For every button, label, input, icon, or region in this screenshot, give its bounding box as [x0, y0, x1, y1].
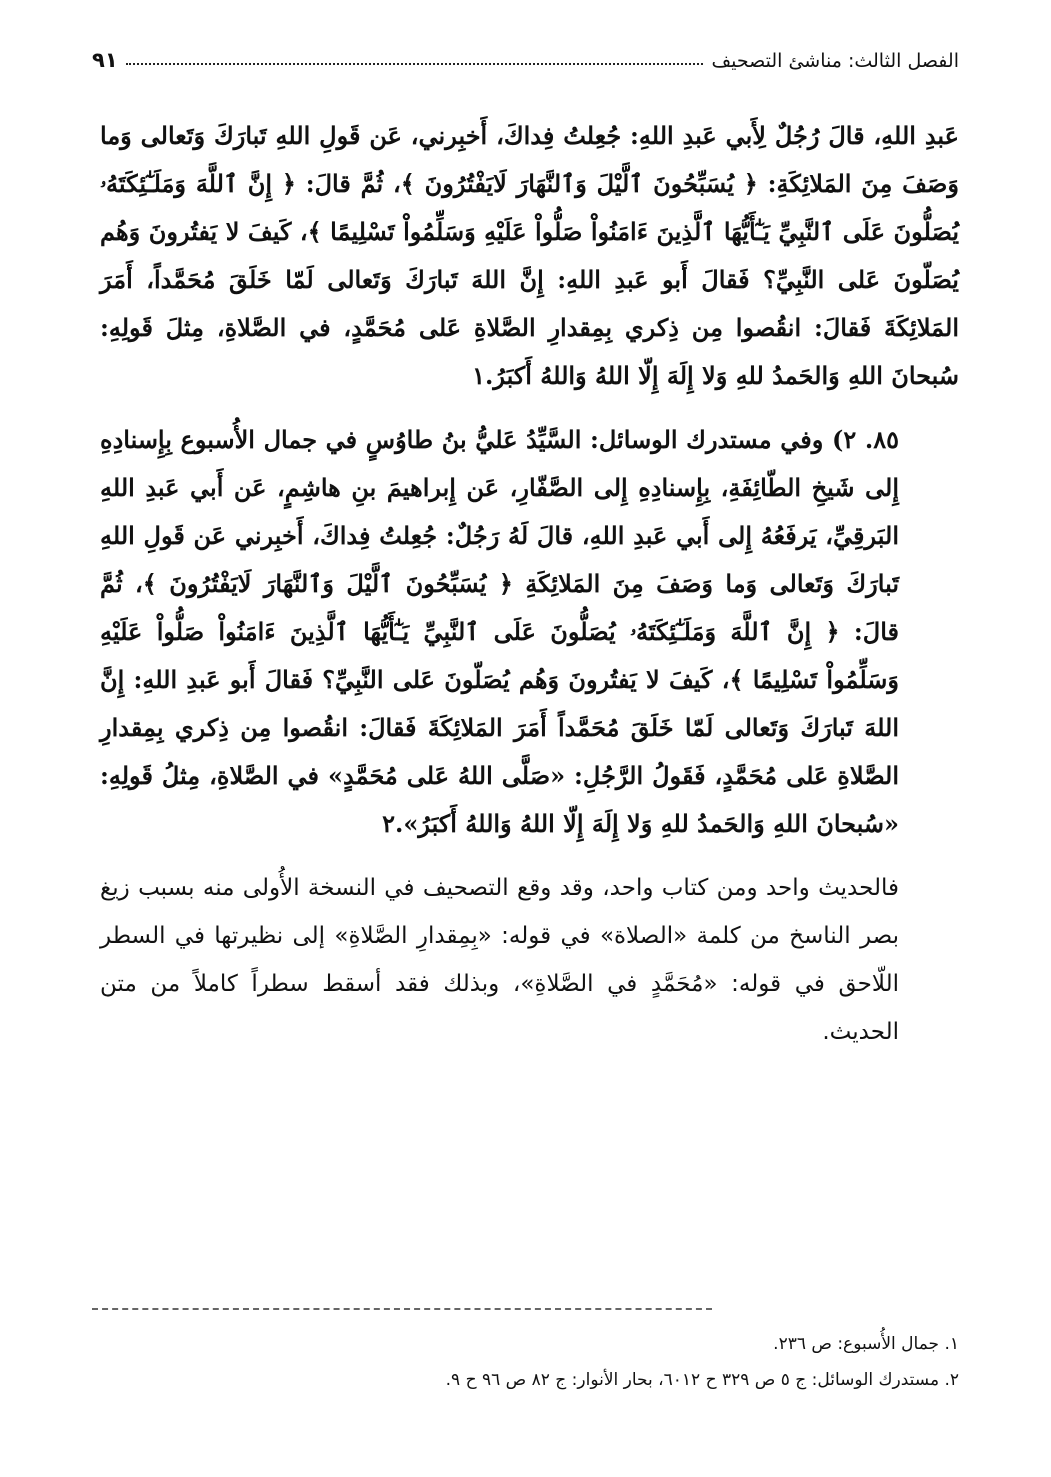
hadith-paragraph-85: ٨٥. ٢) وفي مستدرك الوسائل: السَّيِّدُ عَليُّ بنُ طاوُسٍ في جمال الأُسبوع بِإِسنادِهِ إِلى شَيخِ الطّائِفَةِ، بِإِسنادِهِ إِلى الصَّفّارِ، عَن إِبراهيمَ بنِ هاشِمٍ، عَن أَبي عَبدِ اللهِ البَرقِيِّ، يَرفَعُهُ إِلى أَبي عَبدِ اللهِ، قالَ لَهُ رَجُلٌ: جُعِلتُ فِداكَ، أَخبِرني عَن قَولِ اللهِ تَبارَكَ وَتَعالى وَما وَصَفَ مِنَ المَلائِكَةِ ﴿ يُسَبِّحُونَ ٱلَّيْلَ وَٱلنَّهَارَ لَايَفْتُرُونَ ﴾، ثُمَّ قالَ: ﴿ إِنَّ ٱللَّهَ وَمَلَـٰٓئِكَتَهُۥ يُصَلُّونَ عَلَى ٱلنَّبِيِّ يَـٰٓأَيُّهَا ٱلَّذِينَ ءَامَنُواْ صَلُّواْ عَلَيْهِ وَسَلِّمُواْ تَسْلِيمًا ﴾، كَيفَ لا يَفتُرونَ وَهُم يُصَلّونَ عَلى النَّبِيِّ؟ فَقالَ أَبو عَبدِ اللهِ: إِنَّ اللهَ تَبارَكَ وَتَعالى لَمّا خَلَقَ مُحَمَّداً أَمَرَ المَلائِكَةَ فَقالَ: انقُصوا مِن ذِكري بِمِقدارِ الصَّلاةِ عَلى مُحَمَّدٍ، فَقَولُ الرَّجُلِ: «صَلَّى اللهُ عَلى مُحَمَّدٍ» في الصَّلاةِ، مِثلُ قَولِهِ: «سُبحانَ اللهِ وَالحَمدُ للهِ وَلا إِلَهَ إِلّا اللهُ وَاللهُ أَكبَرُ».٢ — [100, 425, 899, 838]
footnote-separator — [92, 1308, 712, 1310]
dotted-leader — [126, 63, 704, 65]
running-header — [92, 36, 959, 72]
chapter-title: الفصل الثالث: مناشئ التصحيف — [711, 50, 959, 72]
page-number: ٩١ — [92, 48, 118, 72]
main-text — [100, 112, 959, 1056]
footnote-2: ٢. مستدرك الوسائل: ج ٥ ص ٣٢٩ ح ٦٠١٢، بحار الأنوار: ج ٨٢ ص ٩٦ ح ٩. — [445, 1370, 959, 1390]
commentary-paragraph: فالحديث واحد ومن كتاب واحد، وقد وقع التصحيف في النسخة الأُولى منه بسبب زيغ بصر الناسخ من كلمة «الصلاة» في قوله: «بِمِقدارِ الصَّلاةِ» إلى نظيرتها في السطر اللّاحق في قوله: «مُحَمَّدٍ في الصَّلاةِ»، وبذلك فقد أسقط سطراً كاملاً من متن الحديث. — [100, 875, 899, 1045]
footnote-1: ١. جمال الأُسبوع: ص ٢٣٦. — [773, 1334, 959, 1354]
footnotes — [100, 1326, 959, 1398]
hadith-paragraph-continued: عَبدِ اللهِ، قالَ رُجُلٌ لِأَبي عَبدِ اللهِ: جُعِلتُ فِداكَ، أَخبِرني، عَن قَولِ اللهِ تَبارَكَ وَتَعالى وَما وَصَفَ مِنَ المَلائِكَةِ: ﴿ يُسَبِّحُونَ ٱلَّيْلَ وَٱلنَّهَارَ لَايَفْتُرُونَ ﴾، ثُمَّ قالَ: ﴿ إِنَّ ٱللَّهَ وَمَلَـٰٓئِكَتَهُۥ يُصَلُّونَ عَلَى ٱلنَّبِيِّ يَـٰٓأَيُّهَا ٱلَّذِينَ ءَامَنُواْ صَلُّواْ عَلَيْهِ وَسَلِّمُواْ تَسْلِيمًا ﴾، كَيفَ لا يَفتُرونَ وَهُم يُصَلّونَ عَلى النَّبِيِّ؟ فَقالَ أَبو عَبدِ اللهِ: إِنَّ اللهَ تَبارَكَ وَتَعالى لَمّا خَلَقَ مُحَمَّداً، أَمَرَ المَلائِكَةَ فَقالَ: انقُصوا مِن ذِكري بِمِقدارِ الصَّلاةِ عَلى مُحَمَّدٍ، في الصَّلاةِ، مِثلَ قَولِهِ: سُبحانَ اللهِ وَالحَمدُ للهِ وَلا إِلَهَ إِلّا اللهُ وَاللهُ أَكبَرُ.١ — [100, 121, 959, 390]
